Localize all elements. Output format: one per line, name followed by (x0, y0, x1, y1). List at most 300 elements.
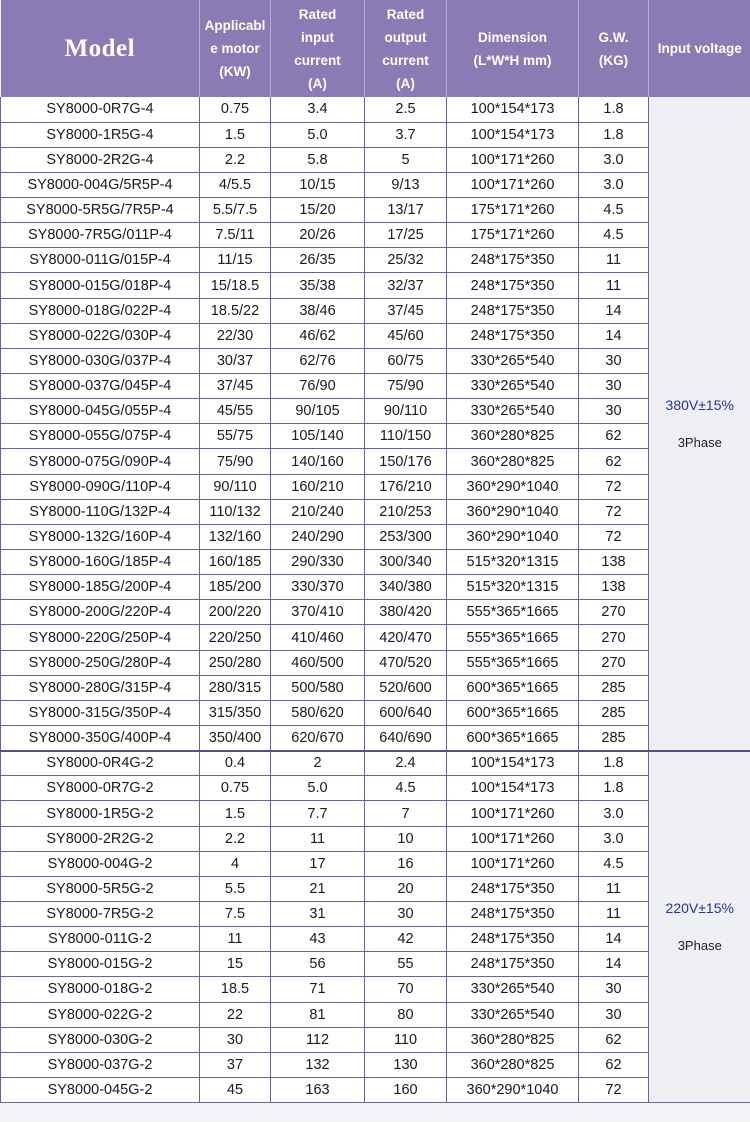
model-cell: SY8000-0R7G-2 (1, 776, 200, 801)
header-gw-line: (KG) (598, 52, 629, 68)
header-dimension-line: (L*W*H mm) (473, 52, 552, 68)
voltage-range: 380V±15% (665, 396, 734, 413)
dimension-cell: 330*265*540 (447, 348, 579, 373)
dimension-cell: 100*171*260 (447, 172, 579, 197)
model-cell: SY8000-280G/315P-4 (1, 675, 200, 700)
gross-weight-cell: 4.5 (579, 198, 649, 223)
model-cell: SY8000-037G/045P-4 (1, 374, 200, 399)
table-row (1, 600, 750, 625)
table-row (1, 801, 750, 826)
input-current-cell: 210/240 (271, 499, 365, 524)
output-current-cell: 340/380 (365, 575, 447, 600)
input-current-cell: 132 (271, 1052, 365, 1077)
input-current-cell: 26/35 (271, 248, 365, 273)
model-cell: SY8000-315G/350P-4 (1, 700, 200, 725)
dimension-cell: 100*154*173 (447, 751, 579, 776)
dimension-cell: 248*175*350 (447, 248, 579, 273)
dimension-cell: 100*154*173 (447, 776, 579, 801)
table-row (1, 374, 750, 399)
gross-weight-cell: 1.8 (579, 97, 649, 122)
model-cell: SY8000-015G-2 (1, 952, 200, 977)
motor-power-cell: 5.5/7.5 (200, 198, 271, 223)
output-current-cell: 210/253 (365, 499, 447, 524)
output-current-cell: 380/420 (365, 600, 447, 625)
table-row (1, 298, 750, 323)
dimension-cell: 100*171*260 (447, 801, 579, 826)
model-cell: SY8000-132G/160P-4 (1, 524, 200, 549)
header-input-current (271, 0, 365, 97)
output-current-cell: 32/37 (365, 273, 447, 298)
motor-power-cell: 37 (200, 1052, 271, 1077)
gross-weight-cell: 62 (579, 1052, 649, 1077)
gross-weight-cell: 14 (579, 298, 649, 323)
input-current-cell: 62/76 (271, 348, 365, 373)
motor-power-cell: 7.5 (200, 902, 271, 927)
motor-power-cell: 22/30 (200, 323, 271, 348)
gross-weight-cell: 62 (579, 424, 649, 449)
table-row (1, 223, 750, 248)
output-current-cell: 10 (365, 826, 447, 851)
motor-power-cell: 1.5 (200, 801, 271, 826)
gross-weight-cell: 11 (579, 273, 649, 298)
motor-power-cell: 2.2 (200, 147, 271, 172)
model-cell: SY8000-018G/022P-4 (1, 298, 200, 323)
input-current-cell: 11 (271, 826, 365, 851)
input-current-cell: 620/670 (271, 726, 365, 751)
header-model (1, 0, 200, 97)
motor-power-cell: 160/185 (200, 550, 271, 575)
dimension-cell: 360*280*825 (447, 424, 579, 449)
input-current-cell: 10/15 (271, 172, 365, 197)
gross-weight-cell: 14 (579, 952, 649, 977)
output-current-cell: 2.5 (365, 97, 447, 122)
model-cell: SY8000-110G/132P-4 (1, 499, 200, 524)
table-row (1, 550, 750, 575)
input-current-cell: 290/330 (271, 550, 365, 575)
header-input-voltage (649, 0, 750, 97)
motor-power-cell: 200/220 (200, 600, 271, 625)
input-current-cell: 35/38 (271, 273, 365, 298)
input-current-cell: 15/20 (271, 198, 365, 223)
model-cell: SY8000-160G/185P-4 (1, 550, 200, 575)
input-current-cell: 105/140 (271, 424, 365, 449)
gross-weight-cell: 72 (579, 499, 649, 524)
motor-power-cell: 11 (200, 927, 271, 952)
table-row (1, 348, 750, 373)
dimension-cell: 515*320*1315 (447, 575, 579, 600)
gross-weight-cell: 62 (579, 449, 649, 474)
output-current-cell: 90/110 (365, 399, 447, 424)
output-current-cell: 70 (365, 977, 447, 1002)
dimension-cell: 248*175*350 (447, 927, 579, 952)
header-model-label: Model (64, 35, 136, 62)
motor-power-cell: 0.4 (200, 751, 271, 776)
header-gross-weight (579, 0, 649, 97)
table-row (1, 1052, 750, 1077)
model-cell: SY8000-0R4G-2 (1, 751, 200, 776)
gross-weight-cell: 11 (579, 248, 649, 273)
output-current-cell: 420/470 (365, 625, 447, 650)
output-current-cell: 7 (365, 801, 447, 826)
model-cell: SY8000-200G/220P-4 (1, 600, 200, 625)
output-current-cell: 17/25 (365, 223, 447, 248)
table-body (1, 97, 750, 1103)
dimension-cell: 600*365*1665 (447, 726, 579, 751)
model-cell: SY8000-022G/030P-4 (1, 323, 200, 348)
output-current-cell: 5 (365, 147, 447, 172)
input-current-cell: 71 (271, 977, 365, 1002)
output-current-cell: 470/520 (365, 650, 447, 675)
motor-power-cell: 55/75 (200, 424, 271, 449)
gross-weight-cell: 1.8 (579, 776, 649, 801)
dimension-cell: 600*365*1665 (447, 700, 579, 725)
gross-weight-cell: 270 (579, 650, 649, 675)
motor-power-cell: 110/132 (200, 499, 271, 524)
motor-power-cell: 2.2 (200, 826, 271, 851)
table-row (1, 751, 750, 776)
motor-power-cell: 280/315 (200, 675, 271, 700)
header-input-line: Rated (298, 6, 337, 22)
gross-weight-cell: 30 (579, 399, 649, 424)
gross-weight-cell: 3.0 (579, 147, 649, 172)
dimension-cell: 100*171*260 (447, 147, 579, 172)
header-voltage-label: Input voltage (657, 41, 742, 56)
input-current-cell: 240/290 (271, 524, 365, 549)
output-current-cell: 13/17 (365, 198, 447, 223)
input-voltage-cell (649, 97, 750, 751)
table-row (1, 700, 750, 725)
table-row (1, 902, 750, 927)
gross-weight-cell: 270 (579, 625, 649, 650)
motor-power-cell: 45/55 (200, 399, 271, 424)
model-cell: SY8000-0R7G-4 (1, 97, 200, 122)
motor-power-cell: 0.75 (200, 97, 271, 122)
dimension-cell: 175*171*260 (447, 223, 579, 248)
header-motor-line: e motor (210, 41, 260, 56)
motor-power-cell: 185/200 (200, 575, 271, 600)
header-output-line: current (382, 52, 429, 68)
gross-weight-cell: 138 (579, 550, 649, 575)
output-current-cell: 45/60 (365, 323, 447, 348)
model-cell: SY8000-075G/090P-4 (1, 449, 200, 474)
input-current-cell: 410/460 (271, 625, 365, 650)
model-cell: SY8000-022G-2 (1, 1002, 200, 1027)
output-current-cell: 176/210 (365, 474, 447, 499)
gross-weight-cell: 30 (579, 977, 649, 1002)
table-row (1, 323, 750, 348)
motor-power-cell: 11/15 (200, 248, 271, 273)
motor-power-cell: 4 (200, 851, 271, 876)
dimension-cell: 248*175*350 (447, 273, 579, 298)
gross-weight-cell: 3.0 (579, 801, 649, 826)
input-current-cell: 5.0 (271, 122, 365, 147)
dimension-cell: 360*290*1040 (447, 499, 579, 524)
dimension-cell: 248*175*350 (447, 323, 579, 348)
table-row (1, 399, 750, 424)
input-current-cell: 7.7 (271, 801, 365, 826)
input-current-cell: 500/580 (271, 675, 365, 700)
motor-power-cell: 45 (200, 1077, 271, 1102)
dimension-cell: 360*290*1040 (447, 524, 579, 549)
output-current-cell: 253/300 (365, 524, 447, 549)
output-current-cell: 3.7 (365, 122, 447, 147)
gross-weight-cell: 30 (579, 348, 649, 373)
gross-weight-cell: 4.5 (579, 223, 649, 248)
table-row (1, 851, 750, 876)
motor-power-cell: 250/280 (200, 650, 271, 675)
gross-weight-cell: 1.8 (579, 751, 649, 776)
dimension-cell: 100*154*173 (447, 122, 579, 147)
dimension-cell: 360*290*1040 (447, 474, 579, 499)
header-row (1, 0, 750, 97)
input-current-cell: 5.0 (271, 776, 365, 801)
dimension-cell: 100*154*173 (447, 97, 579, 122)
output-current-cell: 600/640 (365, 700, 447, 725)
gross-weight-cell: 3.0 (579, 172, 649, 197)
motor-power-cell: 18.5/22 (200, 298, 271, 323)
model-cell: SY8000-045G/055P-4 (1, 399, 200, 424)
input-current-cell: 81 (271, 1002, 365, 1027)
model-cell: SY8000-1R5G-2 (1, 801, 200, 826)
table-row (1, 876, 750, 901)
gross-weight-cell: 72 (579, 474, 649, 499)
table-row (1, 248, 750, 273)
motor-power-cell: 15 (200, 952, 271, 977)
header-motor-line: Applicabl (204, 18, 266, 33)
output-current-cell: 300/340 (365, 550, 447, 575)
motor-power-cell: 315/350 (200, 700, 271, 725)
motor-power-cell: 1.5 (200, 122, 271, 147)
model-cell: SY8000-350G/400P-4 (1, 726, 200, 751)
gross-weight-cell: 138 (579, 575, 649, 600)
header-output-line: (A) (396, 75, 415, 91)
model-cell: SY8000-004G-2 (1, 851, 200, 876)
input-current-cell: 46/62 (271, 323, 365, 348)
input-current-cell: 31 (271, 902, 365, 927)
header-output-current (365, 0, 447, 97)
dimension-cell: 360*290*1040 (447, 1077, 579, 1102)
model-cell: SY8000-5R5G/7R5P-4 (1, 198, 200, 223)
model-cell: SY8000-2R2G-2 (1, 826, 200, 851)
input-current-cell: 330/370 (271, 575, 365, 600)
header-input-line: input (301, 29, 334, 45)
table-row (1, 424, 750, 449)
dimension-cell: 330*265*540 (447, 374, 579, 399)
dimension-cell: 248*175*350 (447, 952, 579, 977)
voltage-range: 220V±15% (665, 900, 734, 917)
header-output-line: output (384, 29, 427, 45)
phase-label: 3Phase (677, 434, 722, 450)
model-cell: SY8000-004G/5R5P-4 (1, 172, 200, 197)
motor-power-cell: 15/18.5 (200, 273, 271, 298)
table-row (1, 675, 750, 700)
header-output-line: Rated (386, 6, 425, 22)
header-dimension-line: Dimension (477, 29, 547, 45)
model-cell: SY8000-011G-2 (1, 927, 200, 952)
table-row (1, 474, 750, 499)
table-row (1, 147, 750, 172)
dimension-cell: 175*171*260 (447, 198, 579, 223)
dimension-cell: 360*280*825 (447, 1052, 579, 1077)
model-cell: SY8000-018G-2 (1, 977, 200, 1002)
gross-weight-cell: 11 (579, 902, 649, 927)
dimension-cell: 515*320*1315 (447, 550, 579, 575)
table-row (1, 97, 750, 122)
output-current-cell: 16 (365, 851, 447, 876)
dimension-cell: 100*171*260 (447, 851, 579, 876)
table-row (1, 726, 750, 751)
header-dimension (447, 0, 579, 97)
table-row (1, 198, 750, 223)
output-current-cell: 55 (365, 952, 447, 977)
gross-weight-cell: 285 (579, 700, 649, 725)
gross-weight-cell: 14 (579, 323, 649, 348)
model-cell: SY8000-030G-2 (1, 1027, 200, 1052)
input-voltage-cell (649, 751, 750, 1103)
dimension-cell: 330*265*540 (447, 1002, 579, 1027)
motor-power-cell: 18.5 (200, 977, 271, 1002)
dimension-cell: 248*175*350 (447, 298, 579, 323)
gross-weight-cell: 72 (579, 1077, 649, 1102)
model-cell: SY8000-090G/110P-4 (1, 474, 200, 499)
output-current-cell: 160 (365, 1077, 447, 1102)
gross-weight-cell: 1.8 (579, 122, 649, 147)
model-cell: SY8000-5R5G-2 (1, 876, 200, 901)
header-motor (200, 0, 271, 97)
model-cell: SY8000-030G/037P-4 (1, 348, 200, 373)
gross-weight-cell: 30 (579, 374, 649, 399)
input-current-cell: 140/160 (271, 449, 365, 474)
output-current-cell: 37/45 (365, 298, 447, 323)
table-row (1, 625, 750, 650)
output-current-cell: 130 (365, 1052, 447, 1077)
table-row (1, 1077, 750, 1102)
header-gw-line: G.W. (598, 29, 629, 45)
dimension-cell: 600*365*1665 (447, 675, 579, 700)
model-cell: SY8000-015G/018P-4 (1, 273, 200, 298)
table-row (1, 977, 750, 1002)
model-cell: SY8000-045G-2 (1, 1077, 200, 1102)
motor-power-cell: 220/250 (200, 625, 271, 650)
table-row (1, 575, 750, 600)
model-cell: SY8000-011G/015P-4 (1, 248, 200, 273)
gross-weight-cell: 3.0 (579, 826, 649, 851)
input-current-cell: 112 (271, 1027, 365, 1052)
table-row (1, 1002, 750, 1027)
motor-power-cell: 22 (200, 1002, 271, 1027)
output-current-cell: 150/176 (365, 449, 447, 474)
table-row (1, 122, 750, 147)
table-row (1, 499, 750, 524)
output-current-cell: 110 (365, 1027, 447, 1052)
table-row (1, 172, 750, 197)
header-motor-line: (KW) (219, 64, 251, 79)
output-current-cell: 520/600 (365, 675, 447, 700)
motor-power-cell: 7.5/11 (200, 223, 271, 248)
dimension-cell: 555*365*1665 (447, 650, 579, 675)
table-row (1, 776, 750, 801)
gross-weight-cell: 30 (579, 1002, 649, 1027)
gross-weight-cell: 285 (579, 726, 649, 751)
motor-power-cell: 75/90 (200, 449, 271, 474)
gross-weight-cell: 14 (579, 927, 649, 952)
model-cell: SY8000-7R5G-2 (1, 902, 200, 927)
motor-power-cell: 350/400 (200, 726, 271, 751)
input-current-cell: 3.4 (271, 97, 365, 122)
dimension-cell: 248*175*350 (447, 876, 579, 901)
dimension-cell: 330*265*540 (447, 399, 579, 424)
gross-weight-cell: 62 (579, 1027, 649, 1052)
output-current-cell: 25/32 (365, 248, 447, 273)
dimension-cell: 555*365*1665 (447, 625, 579, 650)
input-current-cell: 5.8 (271, 147, 365, 172)
input-current-cell: 90/105 (271, 399, 365, 424)
output-current-cell: 110/150 (365, 424, 447, 449)
table-row (1, 524, 750, 549)
model-cell: SY8000-055G/075P-4 (1, 424, 200, 449)
input-current-cell: 163 (271, 1077, 365, 1102)
header-input-line: current (294, 52, 341, 68)
dimension-cell: 100*171*260 (447, 826, 579, 851)
input-current-cell: 160/210 (271, 474, 365, 499)
gross-weight-cell: 285 (579, 675, 649, 700)
dimension-cell: 360*280*825 (447, 449, 579, 474)
gross-weight-cell: 72 (579, 524, 649, 549)
motor-power-cell: 132/160 (200, 524, 271, 549)
input-current-cell: 370/410 (271, 600, 365, 625)
gross-weight-cell: 11 (579, 876, 649, 901)
gross-weight-cell: 270 (579, 600, 649, 625)
dimension-cell: 330*265*540 (447, 977, 579, 1002)
output-current-cell: 4.5 (365, 776, 447, 801)
table-row (1, 952, 750, 977)
model-cell: SY8000-7R5G/011P-4 (1, 223, 200, 248)
model-cell: SY8000-1R5G-4 (1, 122, 200, 147)
table-row (1, 273, 750, 298)
input-current-cell: 38/46 (271, 298, 365, 323)
model-cell: SY8000-2R2G-4 (1, 147, 200, 172)
gross-weight-cell: 4.5 (579, 851, 649, 876)
input-current-cell: 20/26 (271, 223, 365, 248)
input-current-cell: 56 (271, 952, 365, 977)
table-row (1, 927, 750, 952)
input-current-cell: 43 (271, 927, 365, 952)
model-cell: SY8000-185G/200P-4 (1, 575, 200, 600)
table-row (1, 449, 750, 474)
dimension-cell: 555*365*1665 (447, 600, 579, 625)
motor-power-cell: 4/5.5 (200, 172, 271, 197)
output-current-cell: 640/690 (365, 726, 447, 751)
input-current-cell: 76/90 (271, 374, 365, 399)
table-row (1, 650, 750, 675)
output-current-cell: 20 (365, 876, 447, 901)
output-current-cell: 60/75 (365, 348, 447, 373)
model-cell: SY8000-220G/250P-4 (1, 625, 200, 650)
output-current-cell: 9/13 (365, 172, 447, 197)
motor-power-cell: 5.5 (200, 876, 271, 901)
output-current-cell: 30 (365, 902, 447, 927)
output-current-cell: 75/90 (365, 374, 447, 399)
input-current-cell: 460/500 (271, 650, 365, 675)
motor-power-cell: 30/37 (200, 348, 271, 373)
output-current-cell: 80 (365, 1002, 447, 1027)
input-current-cell: 580/620 (271, 700, 365, 725)
motor-power-cell: 90/110 (200, 474, 271, 499)
input-current-cell: 2 (271, 751, 365, 776)
motor-power-cell: 37/45 (200, 374, 271, 399)
motor-power-cell: 0.75 (200, 776, 271, 801)
input-current-cell: 21 (271, 876, 365, 901)
